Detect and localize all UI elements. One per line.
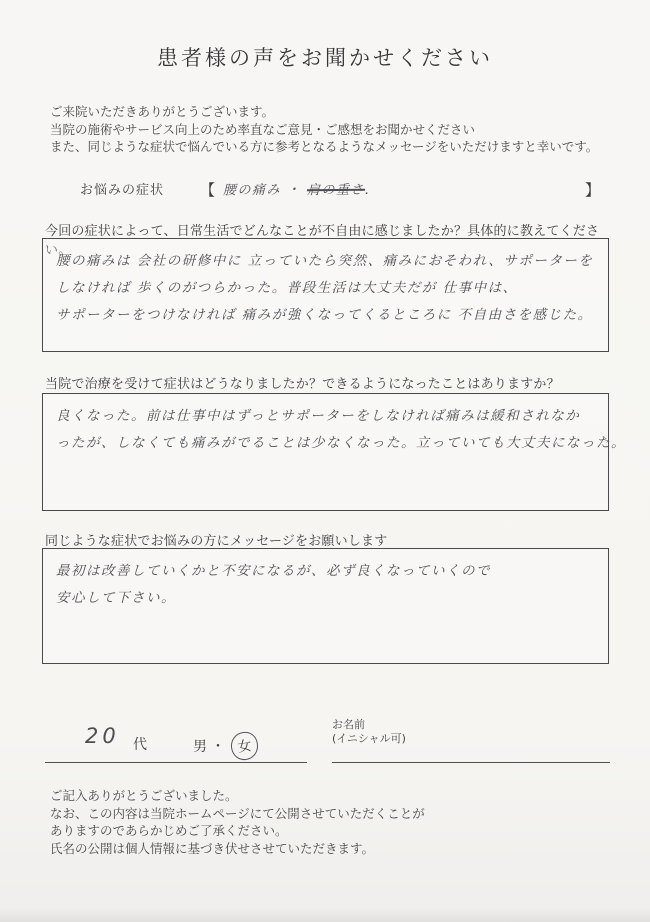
handwritten-line: しなければ 歩くのがつらかった。普段生活は大丈夫だが 仕事中は、 <box>56 280 518 296</box>
symptom-handwritten-value: 腰の痛み ・ 肩の重さ. <box>223 179 585 198</box>
intro-line: ご来院いただきありがとうございます。 <box>50 104 275 119</box>
symptom-field <box>80 179 600 200</box>
question-2-answer-box <box>42 393 626 511</box>
open-bracket: 【 <box>200 181 216 199</box>
handwritten-age: 20 <box>85 724 120 748</box>
age-gender-field <box>45 712 307 763</box>
footer-line: ご記入ありがとうございました。 <box>50 788 238 803</box>
handwritten-line: 最初は改善していくかと不安になるが、必ず良くなっていくので <box>56 563 491 579</box>
intro-line: 当院の施術やサービス向上のため率直なご意見・ご感想をお聞かせください <box>50 121 476 137</box>
close-bracket: 】 <box>584 181 600 199</box>
symptom-label: お悩みの症状 <box>80 183 165 198</box>
footer-line: 氏名の公開は個人情報に基づき伏せさせていただきます。 <box>50 840 375 856</box>
handwritten-line: 良くなった。前は仕事中はずっとサポーターをしなければ痛みは緩和されなか <box>56 408 581 424</box>
intro-paragraph <box>50 103 610 156</box>
intro-line: また、同じような症状で悩んでいる方に参考となるようなメッセージをいただけますと幸いです。 <box>50 139 599 155</box>
gender-male-label: 男 <box>193 739 207 755</box>
footer-line: なお、この内容は当院ホームページにて公開させていただくことが <box>50 805 425 821</box>
handwritten-line: 腰の痛みは 会社の研修中に 立っていたら突然、痛みにおそわれ、サポーターを <box>56 253 594 269</box>
question-2-prompt: 当院で治療を受けて症状はどうなりましたか？できるようになったことはありますか？ <box>45 377 560 392</box>
gender-options <box>193 732 258 760</box>
question-1-answer-box <box>42 238 609 352</box>
question-3-prompt: 同じような症状でお悩みの方にメッセージをお願いします <box>45 534 388 549</box>
form-title: 患者様の声をお聞かせください <box>157 46 493 70</box>
name-field <box>332 712 610 763</box>
gender-separator: ・ <box>211 739 225 755</box>
footer-notice <box>50 787 610 857</box>
demographics-section <box>45 712 610 767</box>
handwritten-line: サポーターをつけなければ 痛みが強くなってくるところに 不自由さを感じた。 <box>56 307 593 323</box>
name-field-label: お名前 (イニシャル可) <box>332 718 406 745</box>
footer-line: ありますのであらかじめご了承ください。 <box>50 823 288 839</box>
handwritten-line: 安心して下さい。 <box>56 590 176 606</box>
question-1-prompt: 今回の症状によって、日常生活でどんなことが不自由に感じましたか？具体的に教えてください。 <box>45 224 600 258</box>
age-suffix-label: 代 <box>133 737 147 753</box>
circled-gender-female: 女 <box>229 730 260 761</box>
question-3-answer-box <box>42 548 609 664</box>
struck-text: 肩の重さ <box>306 182 365 199</box>
handwritten-line: ったが、しなくても痛みがでることは少なくなった。立っていても大丈夫になった。 <box>56 435 626 451</box>
paper-bottom-shadow <box>0 908 650 922</box>
